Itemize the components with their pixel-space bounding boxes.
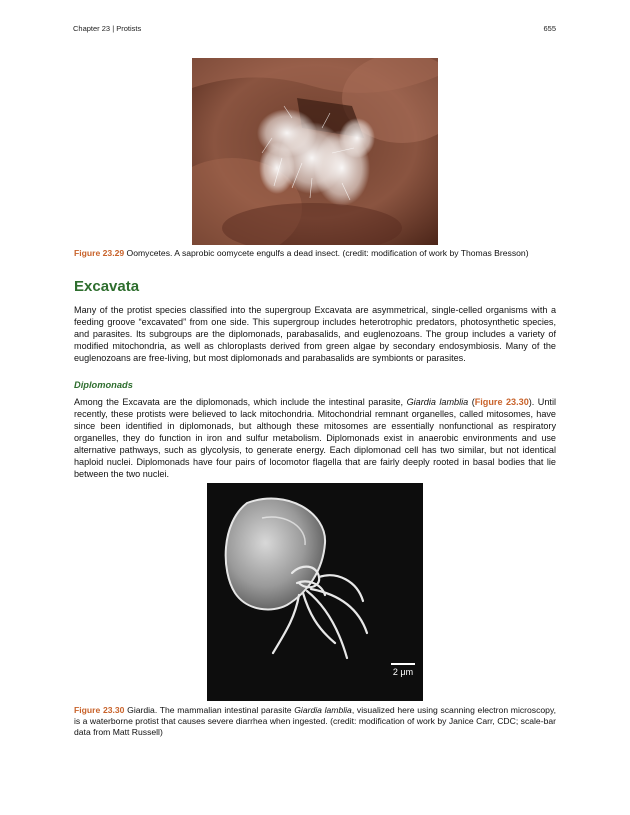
paragraph-text: ). Until recently, these protists were believed to lack mitochondria. Mitochondrial remnant organelles, called mitosomes, have since been identified in diplomonads, but although these mitosomes are essentially nonfunctional as respiratory organelles, they do function in iron and sulfur metabolism. Diplomonads exist in anaerobic environments and use alternative pathways, such as glycolysis, to generate energy. Each diplomonad cell has two similar, but not identical haploid nuclei. Diplomonads have four pairs of locomotor flagella that are fairly deeply rooted in basal bodies that lie between the two nuclei.: [74, 397, 556, 479]
scale-bar: [391, 663, 415, 677]
species-name: Giardia lamblia: [294, 705, 352, 715]
oomycete-illustration: [192, 58, 438, 245]
section-heading: Excavata: [74, 278, 140, 295]
diplomonads-paragraph: [74, 396, 556, 480]
caption-text: Oomycetes. A saprobic oomycete engulfs a dead insect. (credit: modification of work by Thomas Bresson): [124, 248, 529, 258]
figure-label: Figure 23.29: [74, 248, 125, 258]
figure-23-30-caption: [74, 705, 556, 738]
paragraph-text: (: [468, 397, 475, 407]
figure-reference-link[interactable]: Figure 23.30: [474, 397, 529, 407]
subsection-heading: Diplomonads: [74, 380, 133, 390]
running-header: Chapter 23 | Protists: [73, 24, 142, 33]
excavata-paragraph: Many of the protist species classified into the supergroup Excavata are asymmetrical, single-celled organisms with a feeding groove “excavated” from one side. This supergroup includes heterotrophic predators, photosynthetic species, and parasites. Its subgroups are the diplomonads, parabasalids, and euglenozoans. The group includes a variety of modified mitochondria, as well as chloroplasts derived from green algae by secondary endosymbiosis. Many of the euglenozoans are free-living, but most diplomonads and parabasalids are symbionts or parasites.: [74, 305, 556, 363]
species-name: Giardia lamblia: [406, 397, 469, 407]
figure-label: Figure 23.30: [74, 705, 125, 715]
giardia-micrograph: [207, 483, 423, 701]
page-number: 655: [543, 24, 556, 33]
figure-23-29-caption: [74, 248, 556, 259]
caption-text: , visualized here using scanning electron microscopy, is a waterborne protist that causes severe diarrhea when ingested. (credit: modification of work by Janice Carr, CDC; scale-bar data from Matt Russell): [74, 705, 556, 737]
scale-bar-line: [391, 663, 415, 665]
caption-text: Giardia. The mammalian intestinal parasite: [124, 705, 295, 715]
paragraph-text: Among the Excavata are the diplomonads, which include the intestinal parasite,: [74, 397, 407, 407]
scale-bar-label: 2 μm: [392, 667, 414, 677]
oomycete-photo: [192, 58, 438, 245]
